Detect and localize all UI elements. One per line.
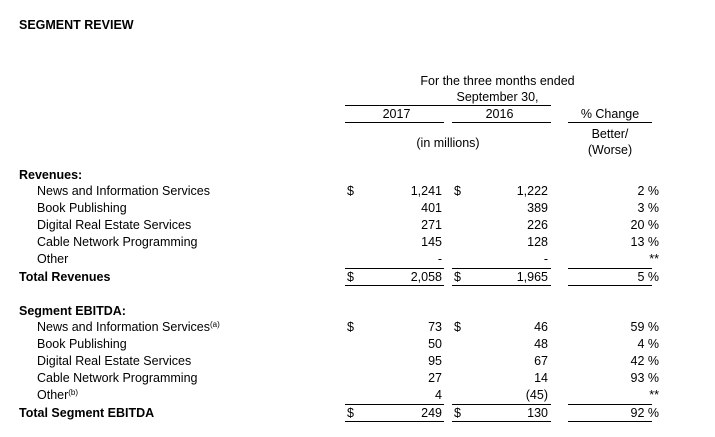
header-rule-period — [345, 105, 551, 106]
ebitda-row-dollar-2016: $ — [454, 320, 461, 334]
total-ebitda-change: 92 % — [630, 406, 659, 420]
rule-rev-2017 — [345, 268, 444, 269]
ebitda-row-label-text: News and Information Services — [37, 320, 210, 334]
revenues-row-change: 20 % — [630, 218, 659, 232]
rule-ebitda-total-2016 — [452, 421, 551, 422]
header-rule-change — [568, 122, 652, 123]
rule-ebitda-total-2017 — [345, 421, 444, 422]
revenues-row-change: 2 % — [637, 184, 659, 198]
ebitda-row-value-2016: (45) — [525, 388, 548, 402]
total-ebitda-label: Total Segment EBITDA — [19, 406, 155, 420]
ebitda-heading: Segment EBITDA: — [19, 304, 126, 318]
revenues-row-label-text: Cable Network Programming — [37, 235, 198, 249]
revenues-row-label — [37, 201, 127, 216]
revenues-heading: Revenues: — [19, 168, 83, 182]
ebitda-row-dollar-2017: $ — [347, 320, 354, 334]
ebitda-row-label-text: Digital Real Estate Services — [37, 354, 192, 368]
change-subheader-line3: (Worse) — [587, 143, 633, 157]
total-ebitda-2016: 130 — [527, 406, 548, 420]
ebitda-row-label — [37, 337, 127, 352]
revenues-row-value-2016: 389 — [527, 201, 548, 215]
page-title: SEGMENT REVIEW — [19, 18, 134, 32]
ebitda-row-value-2017: 27 — [428, 371, 442, 385]
revenues-row-change: ** — [649, 252, 659, 266]
rule-rev-total-change — [568, 285, 652, 286]
ebitda-row-change: 42 % — [630, 354, 659, 368]
total-ebitda-dollar-2016: $ — [454, 406, 461, 420]
ebitda-row-change: 93 % — [630, 371, 659, 385]
revenues-row-label — [37, 235, 197, 250]
ebitda-row-value-2016: 48 — [534, 337, 548, 351]
revenues-row-label — [37, 218, 191, 233]
revenues-row-label-text: Book Publishing — [37, 201, 127, 215]
total-revenues-label: Total Revenues — [19, 270, 111, 284]
revenues-row-value-2016: 128 — [527, 235, 548, 249]
ebitda-row-value-2017: 73 — [428, 320, 442, 334]
revenues-row-value-2017: 145 — [421, 235, 442, 249]
ebitda-row-change: 4 % — [637, 337, 659, 351]
ebitda-row-label-text: Cable Network Programming — [37, 371, 198, 385]
ebitda-row-label-text: Book Publishing — [37, 337, 127, 351]
ebitda-row-footnote: (b) — [68, 388, 79, 397]
revenues-row-value-2017: - — [437, 252, 442, 266]
revenues-row-label-text: News and Information Services — [37, 184, 210, 198]
revenues-row-label — [37, 252, 68, 267]
revenues-row-value-2017: 1,241 — [410, 184, 442, 198]
revenues-row-change: 13 % — [630, 235, 659, 249]
revenues-row-value-2016: - — [543, 252, 548, 266]
ebitda-row-value-2017: 95 — [428, 354, 442, 368]
revenues-row-label-text: Digital Real Estate Services — [37, 218, 192, 232]
period-header-line1: For the three months ended — [420, 74, 575, 88]
rule-ebitda-change — [568, 404, 652, 405]
revenues-row-value-2017: 271 — [421, 218, 442, 232]
rule-ebitda-2017 — [345, 404, 444, 405]
ebitda-row-label-text: Other — [37, 388, 69, 402]
revenues-row-change: 3 % — [637, 201, 659, 215]
rule-rev-change — [568, 268, 652, 269]
ebitda-row-label — [37, 388, 78, 403]
rule-rev-total-2017 — [345, 285, 444, 286]
revenues-row-dollar-2017: $ — [347, 184, 354, 198]
revenues-row-label — [37, 184, 210, 199]
ebitda-row-value-2016: 14 — [534, 371, 548, 385]
ebitda-row-change: 59 % — [630, 320, 659, 334]
period-header-line2: September 30, — [456, 90, 539, 104]
total-revenues-change: 5 % — [637, 270, 659, 284]
rule-rev-total-2016 — [452, 285, 551, 286]
column-header-2017: 2017 — [382, 107, 411, 121]
total-ebitda-2017: 249 — [421, 406, 442, 420]
rule-ebitda-2016 — [452, 404, 551, 405]
ebitda-row-change: ** — [649, 388, 659, 402]
total-ebitda-dollar-2017: $ — [347, 406, 354, 420]
revenues-row-label-text: Other — [37, 252, 69, 266]
ebitda-row-value-2017: 50 — [428, 337, 442, 351]
units-label: (in millions) — [416, 136, 480, 150]
revenues-row-value-2017: 401 — [421, 201, 442, 215]
ebitda-row-label — [37, 320, 220, 335]
ebitda-row-value-2017: 4 — [435, 388, 442, 402]
revenues-row-value-2016: 226 — [527, 218, 548, 232]
header-rule-2016 — [452, 122, 551, 123]
total-revenues-2016: 1,965 — [516, 270, 548, 284]
column-header-2016: 2016 — [485, 107, 514, 121]
total-revenues-2017: 2,058 — [410, 270, 442, 284]
total-revenues-dollar-2017: $ — [347, 270, 354, 284]
ebitda-row-value-2016: 67 — [534, 354, 548, 368]
ebitda-row-label — [37, 354, 191, 369]
header-rule-2017 — [345, 122, 444, 123]
rule-ebitda-total-change — [568, 421, 652, 422]
ebitda-row-label — [37, 371, 197, 386]
rule-rev-2016 — [452, 268, 551, 269]
ebitda-row-value-2016: 46 — [534, 320, 548, 334]
ebitda-row-footnote: (a) — [210, 320, 220, 329]
column-header-change: % Change — [580, 107, 640, 121]
revenues-row-dollar-2016: $ — [454, 184, 461, 198]
revenues-row-value-2016: 1,222 — [516, 184, 548, 198]
total-revenues-dollar-2016: $ — [454, 270, 461, 284]
change-subheader-line2: Better/ — [591, 127, 629, 141]
